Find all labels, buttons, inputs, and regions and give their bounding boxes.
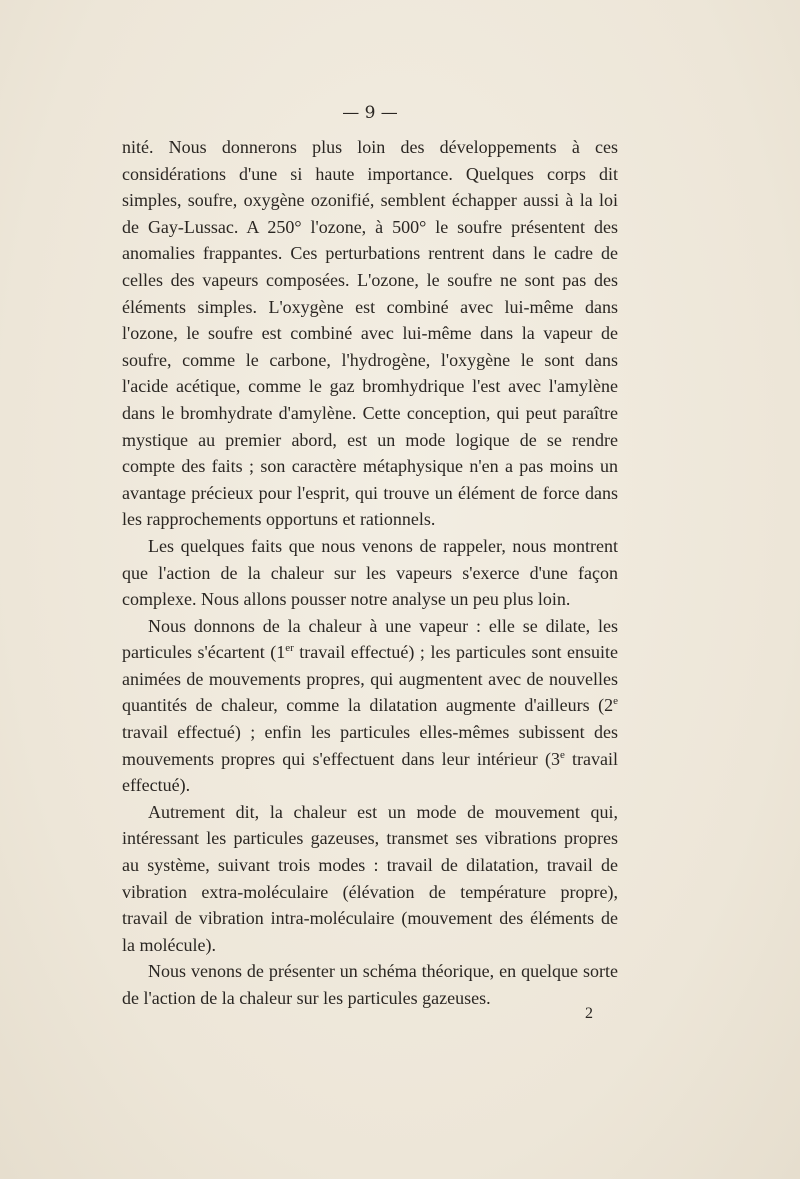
paragraph-3-part-3: travail effectué) ; enfin les particules elles-mêmes subissent des mouvements propres qui s'effectuent dans leur intérieur (3 [122, 722, 618, 769]
ordinal-superscript: er [285, 642, 294, 655]
signature-mark: 2 [585, 1005, 593, 1022]
page-number: — 9 — [342, 103, 398, 123]
paragraph-5: Nous venons de présenter un schéma théorique, en quelque sorte de l'action de la chaleur sur les particules gazeuses. [122, 961, 618, 1008]
paragraph-3-part-4: travail effectué). [122, 748, 618, 796]
paragraph-3-part-1: Nous donnons de la chaleur à une vapeur : elle se dilate, les particules s'écartent (1 [122, 615, 618, 663]
paragraph-2: Les quelques faits que nous venons de rappeler, nous montrent que l'action de la chaleur sur les vapeurs s'exerce d'une façon complexe. Nous allons pousser notre analyse un peu plus loin. [122, 535, 618, 610]
ordinal-superscript: e [613, 695, 618, 708]
paragraph-4: Autrement dit, la chaleur est un mode de mouvement qui, intéressant les particules gazeuses, transmet ses vibrations propres au système, suivant trois modes : travail de dilatation, travail de vibration extra-moléculaire (élévation de température propre), travail de vibration intra-moléculaire (mouvement des éléments de la molécule). [122, 801, 618, 955]
paragraph-3-part-2: travail effectué) ; les particules sont ensuite animées de mouvements propres, qui augmentent avec de nouvelles quantités de chaleur, comme la dilatation augmente d'ailleurs (2 [122, 642, 618, 716]
paragraph-1: nité. Nous donnerons plus loin des développements à ces considérations d'une si haute importance. Quelques corps dit simples, soufre, oxygène ozonifié, semblent échapper aussi à la loi de Gay-Lussac. A 250° l'ozone, à 500° le soufre présentent des anomalies frappantes. Ces perturbations rentrent dans le cadre de celles des vapeurs composées. L'ozone, le soufre ne sont pas des éléments simples. L'oxygène est combiné avec lui-même dans l'ozone, le soufre est combiné avec lui-même dans la vapeur de soufre, comme le carbone, l'hydrogène, l'oxygène le sont dans l'acide acétique, comme le gaz bromhydrique l'est avec l'amylène dans le bromhydrate d'amylène. Cette conception, qui peut paraître mystique au premier abord, est un mode logique de se rendre compte des faits ; son caractère métaphysique n'en a pas moins un avantage précieux pour l'esprit, qui trouve un élément de force dans les rapprochements opportuns et rationnels. [122, 137, 618, 530]
body-text [122, 134, 618, 1012]
paragraph-3 [122, 613, 618, 799]
ordinal-superscript: e [559, 748, 565, 761]
